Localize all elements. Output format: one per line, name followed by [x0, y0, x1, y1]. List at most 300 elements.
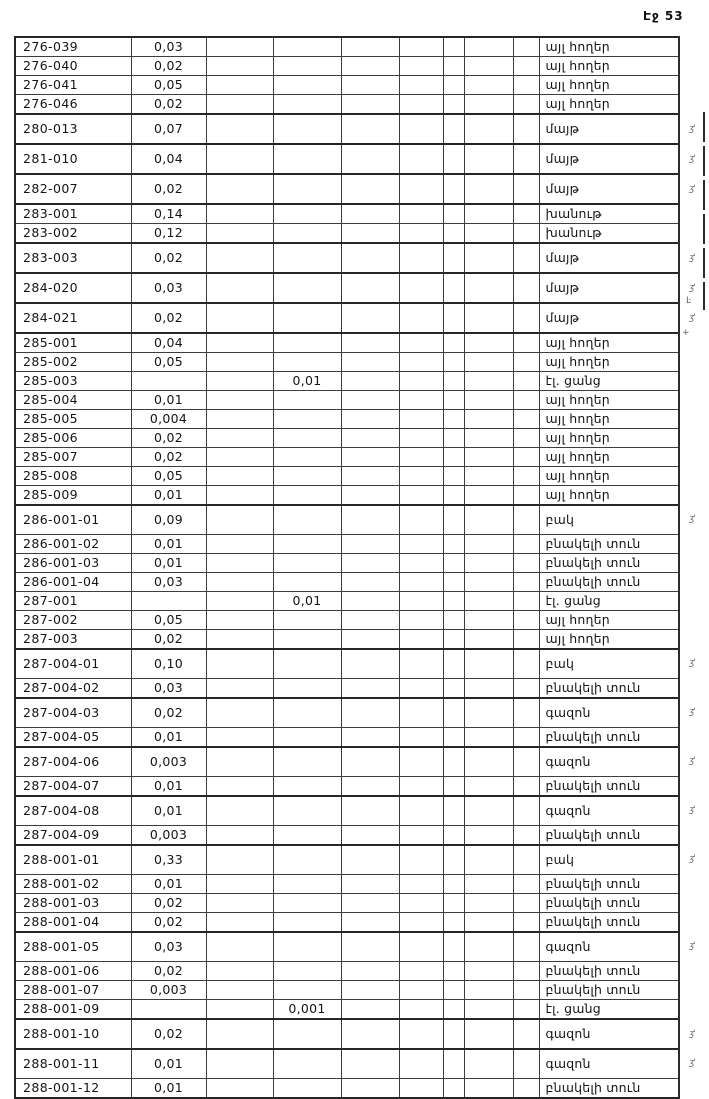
empty-cell [399, 353, 443, 372]
parcel-code-cell: 288-001-04 [15, 913, 131, 933]
empty-cell [443, 554, 464, 573]
empty-cell [399, 535, 443, 554]
network-value-cell [273, 777, 341, 797]
empty-cell [341, 913, 399, 933]
empty-cell [341, 174, 399, 204]
area-value-cell: 0,02 [131, 95, 206, 115]
empty-cell [399, 981, 443, 1000]
empty-cell [513, 611, 539, 630]
land-use-cell: այլ հողեր [539, 37, 679, 57]
empty-cell [464, 76, 513, 95]
margin-cell [679, 592, 709, 611]
empty-cell [513, 505, 539, 535]
parcel-code-cell: 288-001-02 [15, 875, 131, 894]
network-value-cell [273, 611, 341, 630]
empty-cell [399, 57, 443, 76]
parcel-code-cell: 286-001-03 [15, 554, 131, 573]
margin-cell [679, 372, 709, 391]
area-value-cell: 0,01 [131, 1079, 206, 1099]
table-row [15, 37, 709, 57]
table-row [15, 913, 709, 933]
empty-cell [399, 273, 443, 303]
empty-cell [464, 728, 513, 748]
margin-cell [679, 410, 709, 429]
empty-cell [443, 1049, 464, 1079]
area-value-cell: 0,04 [131, 333, 206, 353]
empty-cell [399, 1000, 443, 1020]
empty-cell [513, 932, 539, 962]
table-row [15, 448, 709, 467]
margin-cell [679, 611, 709, 630]
empty-cell [513, 1079, 539, 1099]
network-value-cell [273, 333, 341, 353]
margin-cell: ʒ' [679, 1049, 709, 1079]
table-row [15, 174, 709, 204]
area-value-cell: 0,05 [131, 467, 206, 486]
parcel-code-cell: 287-004-08 [15, 796, 131, 826]
area-value-cell: 0,01 [131, 1049, 206, 1079]
table-row [15, 777, 709, 797]
margin-cell [679, 962, 709, 981]
margin-cell [679, 777, 709, 797]
empty-cell [443, 932, 464, 962]
land-use-cell: այլ հողեր [539, 630, 679, 650]
network-value-cell [273, 57, 341, 76]
land-use-cell: խանութ [539, 204, 679, 224]
empty-cell [443, 57, 464, 76]
network-value-cell [273, 505, 341, 535]
empty-cell [341, 372, 399, 391]
empty-cell [464, 95, 513, 115]
empty-cell [206, 303, 273, 333]
parcel-code-cell: 283-001 [15, 204, 131, 224]
empty-cell [399, 224, 443, 244]
land-use-cell: բնակելի տուն [539, 554, 679, 573]
empty-cell [443, 76, 464, 95]
parcel-code-cell: 281-010 [15, 144, 131, 174]
area-value-cell: 0,02 [131, 962, 206, 981]
parcel-code-cell: 287-001 [15, 592, 131, 611]
empty-cell [464, 391, 513, 410]
land-use-cell: բնակելի տուն [539, 894, 679, 913]
empty-cell [341, 611, 399, 630]
empty-cell [513, 429, 539, 448]
empty-cell [443, 592, 464, 611]
margin-cell [679, 981, 709, 1000]
empty-cell [513, 391, 539, 410]
parcel-code-cell: 282-007 [15, 174, 131, 204]
empty-cell [513, 535, 539, 554]
land-use-cell: բնակելի տուն [539, 826, 679, 846]
table-row [15, 573, 709, 592]
empty-cell [513, 894, 539, 913]
empty-cell [399, 554, 443, 573]
empty-cell [464, 1000, 513, 1020]
network-value-cell [273, 894, 341, 913]
network-value-cell [273, 573, 341, 592]
land-use-cell: այլ հողեր [539, 353, 679, 372]
table-row [15, 796, 709, 826]
land-use-cell: այլ հողեր [539, 467, 679, 486]
margin-cell: ʒ' [679, 796, 709, 826]
empty-cell [399, 894, 443, 913]
margin-cell: ʒ' [679, 303, 709, 333]
empty-cell [513, 410, 539, 429]
empty-cell [443, 611, 464, 630]
parcel-code-cell: 288-001-07 [15, 981, 131, 1000]
parcel-code-cell: 285-008 [15, 467, 131, 486]
parcel-code-cell: 288-001-12 [15, 1079, 131, 1099]
empty-cell [443, 303, 464, 333]
empty-cell [443, 826, 464, 846]
empty-cell [399, 1049, 443, 1079]
empty-cell [206, 698, 273, 728]
land-use-cell: այլ հողեր [539, 76, 679, 95]
empty-cell [513, 777, 539, 797]
empty-cell [513, 448, 539, 467]
area-value-cell: 0,02 [131, 698, 206, 728]
parcel-code-cell: 284-020 [15, 273, 131, 303]
area-value-cell: 0,02 [131, 630, 206, 650]
table-row [15, 505, 709, 535]
parcel-code-cell: 283-003 [15, 243, 131, 273]
margin-cell: ʒ' [679, 932, 709, 962]
empty-cell [513, 57, 539, 76]
empty-cell [341, 747, 399, 777]
area-value-cell: 0,03 [131, 37, 206, 57]
margin-cell: ʒ' [679, 114, 709, 144]
empty-cell [341, 114, 399, 144]
network-value-cell [273, 204, 341, 224]
empty-cell [341, 554, 399, 573]
table-row [15, 845, 709, 875]
empty-cell [513, 630, 539, 650]
empty-cell [206, 728, 273, 748]
parcel-code-cell: 285-009 [15, 486, 131, 506]
table-row [15, 467, 709, 486]
table-row [15, 372, 709, 391]
empty-cell [399, 747, 443, 777]
parcel-code-cell: 286-001-04 [15, 573, 131, 592]
network-value-cell [273, 554, 341, 573]
parcel-code-cell: 288-001-09 [15, 1000, 131, 1020]
scan-edge-line [703, 112, 705, 310]
land-use-cell: բնակելի տուն [539, 777, 679, 797]
empty-cell [443, 333, 464, 353]
area-value-cell: 0,003 [131, 981, 206, 1000]
empty-cell [464, 875, 513, 894]
table-row [15, 57, 709, 76]
empty-cell [341, 224, 399, 244]
empty-cell [341, 76, 399, 95]
empty-cell [513, 333, 539, 353]
empty-cell [513, 353, 539, 372]
land-use-cell: այլ հողեր [539, 486, 679, 506]
empty-cell [443, 114, 464, 144]
network-value-cell [273, 429, 341, 448]
area-value-cell: 0,01 [131, 777, 206, 797]
empty-cell [513, 1049, 539, 1079]
margin-cell: ʒ' [679, 144, 709, 174]
table-row [15, 224, 709, 244]
empty-cell [206, 467, 273, 486]
empty-cell [206, 429, 273, 448]
network-value-cell [273, 1079, 341, 1099]
land-use-cell: խանութ [539, 224, 679, 244]
table-row [15, 333, 709, 353]
empty-cell [513, 845, 539, 875]
table-row [15, 679, 709, 699]
empty-cell [341, 932, 399, 962]
network-value-cell [273, 649, 341, 679]
empty-cell [464, 224, 513, 244]
empty-cell [443, 505, 464, 535]
empty-cell [513, 981, 539, 1000]
empty-cell [399, 777, 443, 797]
area-value-cell: 0,01 [131, 391, 206, 410]
empty-cell [206, 913, 273, 933]
land-use-cell: բակ [539, 649, 679, 679]
empty-cell [341, 535, 399, 554]
empty-cell [399, 114, 443, 144]
empty-cell [464, 535, 513, 554]
empty-cell [464, 57, 513, 76]
network-value-cell [273, 391, 341, 410]
margin-cell: ʒ' [679, 845, 709, 875]
page-number: Էջ 53 [643, 9, 684, 23]
empty-cell [513, 144, 539, 174]
parcel-code-cell: 276-039 [15, 37, 131, 57]
empty-cell [341, 37, 399, 57]
empty-cell [399, 372, 443, 391]
land-use-cell: էլ. ցանց [539, 372, 679, 391]
empty-cell [341, 796, 399, 826]
empty-cell [464, 894, 513, 913]
empty-cell [513, 95, 539, 115]
area-value-cell: 0,004 [131, 410, 206, 429]
scan-artifact-mark: Ŀ [686, 296, 692, 306]
network-value-cell [273, 353, 341, 372]
parcel-code-cell: 288-001-01 [15, 845, 131, 875]
margin-cell [679, 448, 709, 467]
empty-cell [464, 243, 513, 273]
empty-cell [341, 649, 399, 679]
empty-cell [341, 875, 399, 894]
empty-cell [443, 1000, 464, 1020]
empty-cell [206, 679, 273, 699]
empty-cell [399, 467, 443, 486]
empty-cell [443, 448, 464, 467]
table-row [15, 391, 709, 410]
network-value-cell [273, 467, 341, 486]
empty-cell [443, 845, 464, 875]
empty-cell [206, 505, 273, 535]
empty-cell [206, 875, 273, 894]
margin-cell: ʒ' [679, 698, 709, 728]
table-row [15, 875, 709, 894]
area-value-cell: 0,03 [131, 932, 206, 962]
empty-cell [513, 875, 539, 894]
empty-cell [464, 273, 513, 303]
empty-cell [399, 611, 443, 630]
empty-cell [206, 486, 273, 506]
empty-cell [341, 467, 399, 486]
empty-cell [206, 1079, 273, 1099]
area-value-cell: 0,02 [131, 429, 206, 448]
empty-cell [341, 845, 399, 875]
table-row [15, 554, 709, 573]
table-row [15, 630, 709, 650]
area-value-cell: 0,01 [131, 728, 206, 748]
empty-cell [341, 728, 399, 748]
margin-cell [679, 875, 709, 894]
empty-cell [341, 95, 399, 115]
margin-cell: ʒ' [679, 747, 709, 777]
empty-cell [341, 505, 399, 535]
parcel-code-cell: 287-004-09 [15, 826, 131, 846]
empty-cell [513, 37, 539, 57]
margin-cell [679, 913, 709, 933]
table-row [15, 429, 709, 448]
margin-cell [679, 826, 709, 846]
area-value-cell: 0,14 [131, 204, 206, 224]
margin-cell [679, 679, 709, 699]
parcel-code-cell: 287-004-07 [15, 777, 131, 797]
empty-cell [443, 410, 464, 429]
empty-cell [206, 391, 273, 410]
empty-cell [513, 554, 539, 573]
empty-cell [341, 698, 399, 728]
area-value-cell [131, 1000, 206, 1020]
table-row [15, 303, 709, 333]
table-row [15, 592, 709, 611]
empty-cell [513, 573, 539, 592]
parcel-code-cell: 287-004-05 [15, 728, 131, 748]
empty-cell [341, 826, 399, 846]
land-use-cell: գազոն [539, 796, 679, 826]
parcel-code-cell: 287-004-06 [15, 747, 131, 777]
parcel-code-cell: 287-003 [15, 630, 131, 650]
empty-cell [399, 962, 443, 981]
land-use-cell: մայթ [539, 144, 679, 174]
network-value-cell [273, 728, 341, 748]
empty-cell [399, 796, 443, 826]
empty-cell [464, 1049, 513, 1079]
margin-cell [679, 37, 709, 57]
parcel-code-cell: 288-001-10 [15, 1019, 131, 1049]
network-value-cell [273, 174, 341, 204]
empty-cell [399, 505, 443, 535]
margin-cell [679, 728, 709, 748]
margin-cell: ʒ' [679, 505, 709, 535]
area-value-cell: 0,02 [131, 448, 206, 467]
empty-cell [206, 37, 273, 57]
margin-cell [679, 57, 709, 76]
empty-cell [399, 649, 443, 679]
empty-cell [443, 391, 464, 410]
empty-cell [513, 826, 539, 846]
empty-cell [443, 273, 464, 303]
empty-cell [399, 333, 443, 353]
network-value-cell [273, 913, 341, 933]
empty-cell [464, 630, 513, 650]
empty-cell [443, 573, 464, 592]
land-use-cell: բնակելի տուն [539, 679, 679, 699]
land-use-cell: մայթ [539, 273, 679, 303]
parcel-code-cell: 288-001-11 [15, 1049, 131, 1079]
parcel-code-cell: 288-001-06 [15, 962, 131, 981]
empty-cell [443, 1079, 464, 1099]
empty-cell [206, 353, 273, 372]
empty-cell [341, 303, 399, 333]
parcel-code-cell: 285-001 [15, 333, 131, 353]
land-use-cell: այլ հողեր [539, 429, 679, 448]
empty-cell [464, 747, 513, 777]
empty-cell [206, 932, 273, 962]
empty-cell [443, 535, 464, 554]
empty-cell [399, 243, 443, 273]
empty-cell [206, 95, 273, 115]
table-row [15, 728, 709, 748]
empty-cell [513, 728, 539, 748]
empty-cell [341, 144, 399, 174]
area-value-cell: 0,09 [131, 505, 206, 535]
table-row [15, 353, 709, 372]
empty-cell [464, 448, 513, 467]
land-use-cell: բնակելի տուն [539, 573, 679, 592]
empty-cell [513, 1000, 539, 1020]
empty-cell [399, 391, 443, 410]
empty-cell [399, 486, 443, 506]
margin-cell: ʒ' [679, 243, 709, 273]
empty-cell [464, 353, 513, 372]
table-row [15, 114, 709, 144]
margin-cell [679, 486, 709, 506]
empty-cell [341, 679, 399, 699]
empty-cell [399, 429, 443, 448]
empty-cell [513, 486, 539, 506]
parcel-code-cell: 285-002 [15, 353, 131, 372]
table-row [15, 894, 709, 913]
network-value-cell [273, 535, 341, 554]
land-use-cell: էլ. ցանց [539, 592, 679, 611]
land-use-cell: այլ հողեր [539, 410, 679, 429]
empty-cell [464, 429, 513, 448]
empty-cell [464, 554, 513, 573]
empty-cell [341, 57, 399, 76]
land-use-cell: այլ հողեր [539, 95, 679, 115]
empty-cell [206, 273, 273, 303]
empty-cell [341, 429, 399, 448]
empty-cell [206, 981, 273, 1000]
area-value-cell: 0,04 [131, 144, 206, 174]
empty-cell [464, 303, 513, 333]
network-value-cell [273, 630, 341, 650]
area-value-cell: 0,01 [131, 554, 206, 573]
empty-cell [464, 962, 513, 981]
empty-cell [399, 1079, 443, 1099]
empty-cell [464, 611, 513, 630]
table-row [15, 76, 709, 95]
empty-cell [206, 573, 273, 592]
empty-cell [513, 224, 539, 244]
land-use-cell: մայթ [539, 243, 679, 273]
empty-cell [443, 728, 464, 748]
network-value-cell [273, 273, 341, 303]
empty-cell [513, 204, 539, 224]
empty-cell [464, 333, 513, 353]
empty-cell [399, 303, 443, 333]
